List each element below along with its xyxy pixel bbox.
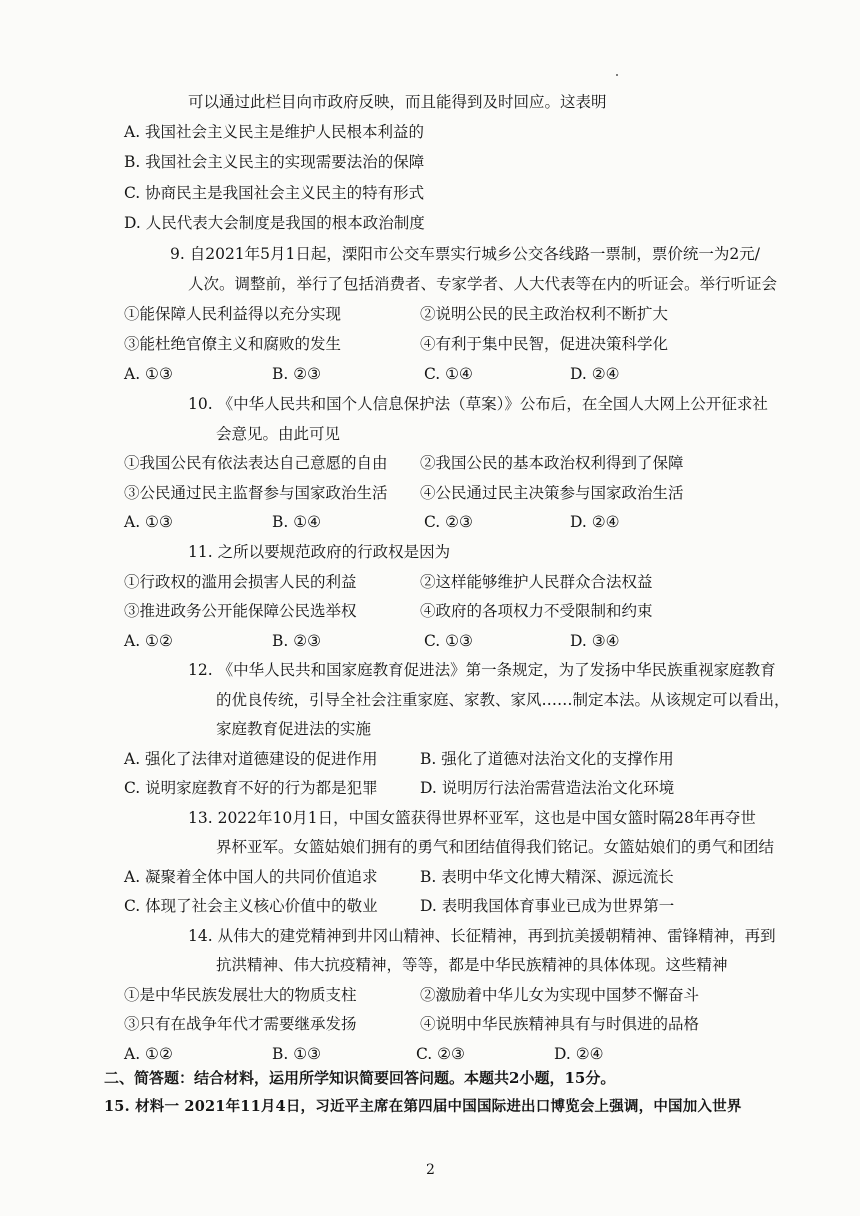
q11-stem: 11. 之所以要规范政府的行政权是因为	[188, 543, 451, 561]
q14-stem-2: 抗洪精神、伟大抗疫精神，等等，都是中华民族精神的具体体现。这些精神	[216, 956, 728, 974]
q12-stem-1: 12. 《中华人民共和国家庭教育促进法》第一条规定，为了发扬中华民族重视家庭教育	[188, 661, 776, 679]
q11-item-2: ②这样能够维护人民群众合法权益	[420, 573, 653, 591]
q9-choice-a: A. ①③	[124, 365, 173, 383]
q12-stem-3: 家庭教育促进法的实施	[216, 720, 372, 738]
q10-item-4: ④公民通过民主决策参与国家政治生活	[420, 484, 684, 502]
q10-stem-2: 会意见。由此可见	[216, 425, 341, 443]
page-number: 2	[426, 1162, 435, 1178]
q9-stem-1: 9. 自2021年5月1日起，溧阳市公交车票实行城乡公交各线路一票制，票价统一为2元/	[170, 245, 760, 263]
q13-stem-2: 界杯亚军。女篮姑娘们拥有的勇气和团结值得我们铭记。女篮姑娘们的勇气和团结	[216, 838, 775, 856]
q12-option-c: C. 说明家庭教育不好的行为都是犯罪	[124, 779, 378, 797]
q10-item-1: ①我国公民有依法表达自己意愿的自由	[124, 454, 388, 472]
q8-stem-tail: 可以通过此栏目向市政府反映，而且能得到及时回应。这表明	[188, 93, 607, 111]
q8-option-b: B. 我国社会主义民主的实现需要法治的保障	[124, 153, 425, 171]
q9-choice-c: C. ①④	[424, 365, 473, 383]
q13-stem-1: 13. 2022年10月1日，中国女篮获得世界杯亚军，这也是中国女篮时隔28年再夺世	[188, 809, 756, 827]
q12-option-d: D. 说明厉行法治需营造法治文化环境	[420, 779, 675, 797]
q8-option-a: A. 我国社会主义民主是维护人民根本利益的	[124, 123, 425, 141]
q9-item-2: ②说明公民的民主政治权利不断扩大	[420, 305, 669, 323]
q14-choice-b: B. ①③	[272, 1045, 322, 1063]
q10-choice-d: D. ②④	[570, 513, 620, 531]
q11-item-4: ④政府的各项权力不受限制和约束	[420, 602, 653, 620]
q9-item-1: ①能保障人民利益得以充分实现	[124, 305, 342, 323]
q11-choice-a: A. ①②	[124, 632, 173, 650]
q10-stem-1: 10. 《中华人民共和国个人信息保护法（草案）》公布后，在全国人大网上公开征求社	[188, 395, 768, 413]
q10-choice-b: B. ①④	[272, 513, 322, 531]
q10-item-2: ②我国公民的基本政治权利得到了保障	[420, 454, 684, 472]
q14-item-3: ③只有在战争年代才需要继承发扬	[124, 1015, 357, 1033]
q15-material-1: 15. 材料一 2021年11月4日，习近平主席在第四届中国国际进出口博览会上强调，中国加入世界	[104, 1098, 742, 1115]
q8-option-d: D. 人民代表大会制度是我国的根本政治制度	[124, 214, 425, 232]
q11-choice-b: B. ②③	[272, 632, 322, 650]
q11-choice-c: C. ①③	[424, 632, 473, 650]
q12-option-a: A. 强化了法律对道德建设的促进作用	[124, 750, 378, 768]
q13-option-a: A. 凝聚着全体中国人的共同价值追求	[124, 868, 378, 886]
q13-option-b: B. 表明中华文化博大精深、源远流长	[420, 868, 674, 886]
q9-stem-2: 人次。调整前，举行了包括消费者、专家学者、人大代表等在内的听证会。举行听证会	[188, 275, 778, 293]
scan-speck	[616, 74, 618, 76]
q13-option-c: C. 体现了社会主义核心价值中的敬业	[124, 897, 378, 915]
q9-choice-d: D. ②④	[570, 365, 620, 383]
q12-option-b: B. 强化了道德对法治文化的支撑作用	[420, 750, 674, 768]
q11-item-3: ③推进政务公开能保障公民选举权	[124, 602, 357, 620]
q14-item-1: ①是中华民族发展壮大的物质支柱	[124, 986, 357, 1004]
q10-choice-c: C. ②③	[424, 513, 473, 531]
q9-item-3: ③能杜绝官僚主义和腐败的发生	[124, 335, 342, 353]
q14-stem-1: 14. 从伟大的建党精神到井冈山精神、长征精神，再到抗美援朝精神、雷锋精神，再到	[188, 927, 776, 945]
q12-stem-2: 的优良传统，引导全社会注重家庭、家教、家风……制定本法。从该规定可以看出，	[216, 691, 790, 709]
q14-choice-d: D. ②④	[554, 1045, 604, 1063]
q8-option-c: C. 协商民主是我国社会主义民主的特有形式	[124, 184, 425, 202]
q14-item-2: ②激励着中华儿女为实现中国梦不懈奋斗	[420, 986, 700, 1004]
q11-choice-d: D. ③④	[570, 632, 620, 650]
q13-option-d: D. 表明我国体育事业已成为世界第一	[420, 897, 675, 915]
q14-choice-c: C. ②③	[416, 1045, 465, 1063]
q10-choice-a: A. ①③	[124, 513, 173, 531]
q14-choice-a: A. ①②	[124, 1045, 173, 1063]
q10-item-3: ③公民通过民主监督参与国家政治生活	[124, 484, 388, 502]
q11-item-1: ①行政权的滥用会损害人民的利益	[124, 573, 357, 591]
q9-item-4: ④有利于集中民智，促进决策科学化	[420, 335, 669, 353]
q14-item-4: ④说明中华民族精神具有与时俱进的品格	[420, 1015, 700, 1033]
section-2-heading: 二、简答题：结合材料，运用所学知识简要回答问题。本题共2小题，15分。	[104, 1069, 616, 1087]
q9-choice-b: B. ②③	[272, 365, 322, 383]
